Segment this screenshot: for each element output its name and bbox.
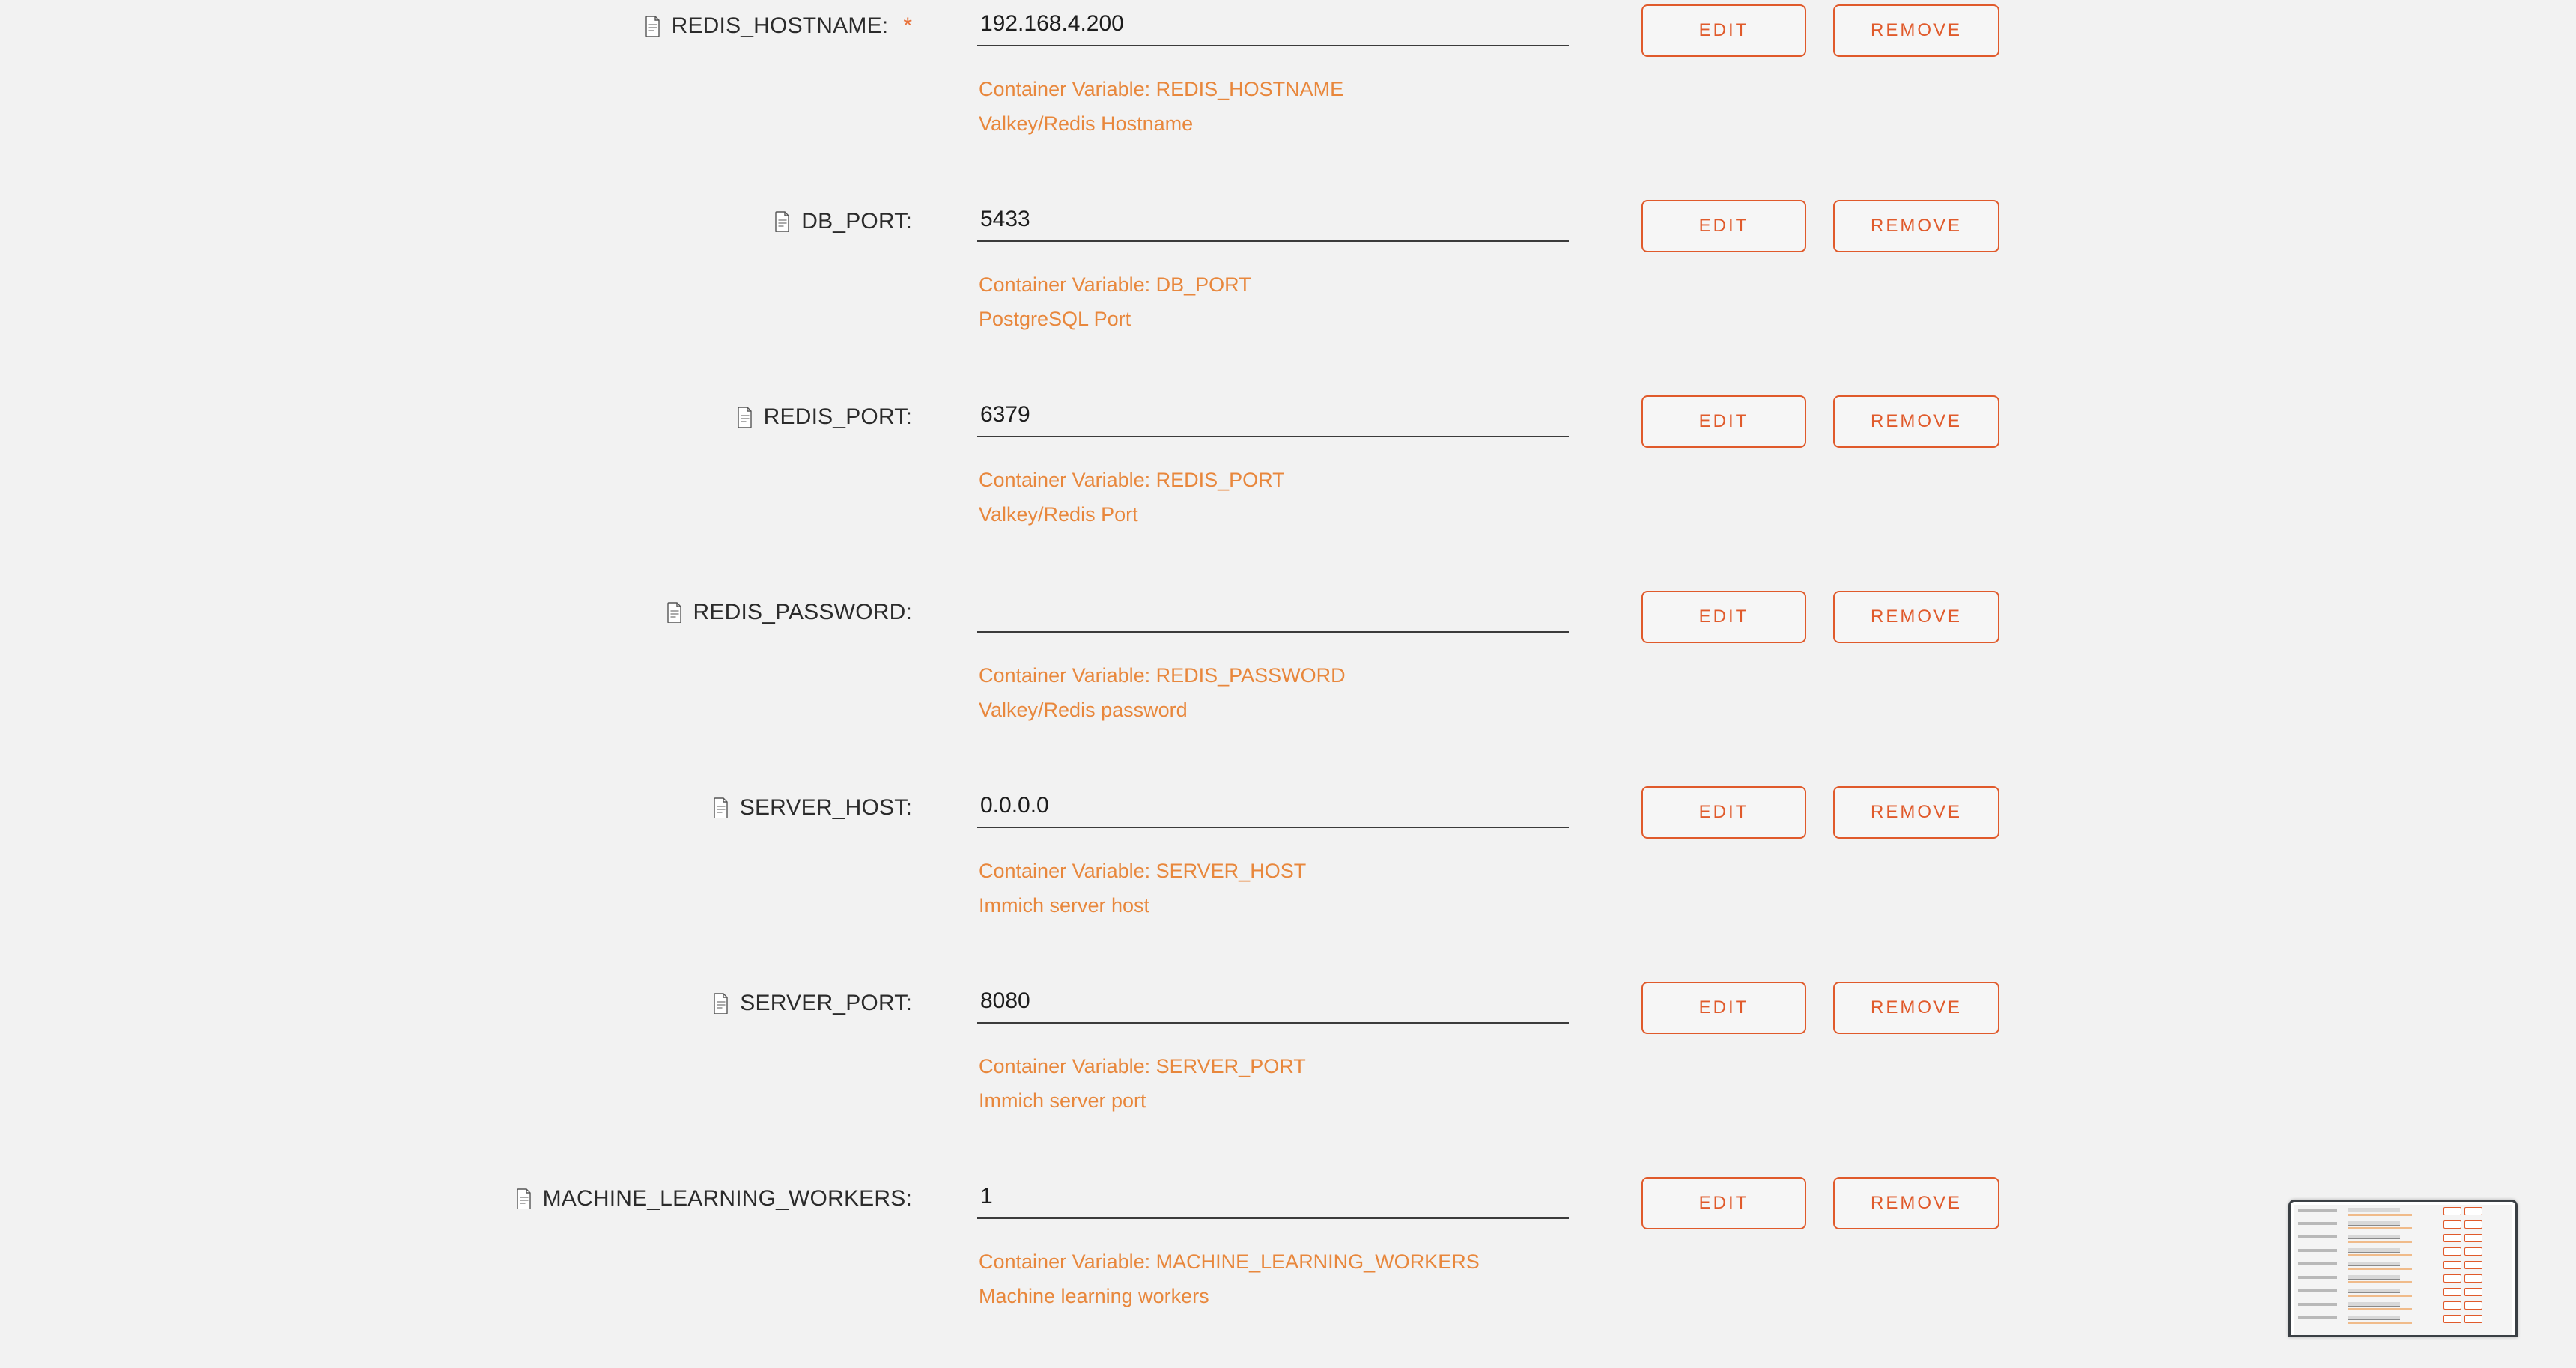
document-icon: [774, 211, 791, 232]
edit-button[interactable]: EDIT: [1641, 4, 1806, 57]
variable-hint-name: Container Variable: MACHINE_LEARNING_WORKERS: [979, 1250, 1480, 1273]
variable-hint-name: Container Variable: REDIS_PORT: [979, 469, 1285, 491]
variable-actions: [1641, 1177, 1999, 1229]
variable-label: SERVER_PORT:: [740, 991, 912, 1015]
variable-label: DB_PORT:: [801, 209, 912, 234]
variable-hint: [977, 463, 1569, 532]
variable-hint: [977, 854, 1569, 922]
variable-actions: [1641, 591, 1999, 643]
variable-label: REDIS_PORT:: [763, 404, 912, 429]
variable-label: REDIS_HOSTNAME:: [671, 13, 889, 38]
variable-row: [0, 586, 2479, 782]
variable-hint: [977, 1049, 1569, 1118]
variable-hint: [977, 267, 1569, 336]
document-icon: [737, 407, 753, 428]
variable-hint-name: Container Variable: DB_PORT: [979, 273, 1251, 296]
right-empty-panel: [2479, 0, 2576, 1327]
variable-row: [0, 977, 2479, 1173]
preview-thumbnail[interactable]: [2288, 1200, 2518, 1337]
variable-hint-description: Immich server host: [979, 894, 1150, 916]
remove-button[interactable]: REMOVE: [1833, 591, 1999, 643]
variable-hint-description: Valkey/Redis Hostname: [979, 112, 1194, 135]
edit-button[interactable]: EDIT: [1641, 395, 1806, 448]
variable-value-input[interactable]: [977, 594, 1569, 633]
variable-hint-name: Container Variable: SERVER_HOST: [979, 860, 1307, 882]
variable-label: SERVER_HOST:: [739, 795, 912, 820]
document-icon: [713, 993, 729, 1014]
variable-value-cell: [977, 594, 1569, 727]
variable-hint-description: Immich server port: [979, 1089, 1146, 1112]
variable-actions: [1641, 200, 1999, 252]
variable-value-input[interactable]: [977, 203, 1569, 242]
variable-value-input[interactable]: [977, 1180, 1569, 1219]
variable-value-cell: [977, 985, 1569, 1118]
variable-actions: [1641, 4, 1999, 57]
variable-row: [0, 391, 2479, 586]
variable-label-cell: [0, 209, 929, 234]
variable-actions: [1641, 786, 1999, 839]
document-icon: [666, 602, 683, 623]
variable-row: [0, 0, 2479, 195]
variable-row: [0, 782, 2479, 977]
remove-button[interactable]: REMOVE: [1833, 982, 1999, 1034]
variable-actions: [1641, 982, 1999, 1034]
variable-value-input[interactable]: [977, 7, 1569, 46]
variable-value-cell: [977, 1180, 1569, 1313]
variable-label: MACHINE_LEARNING_WORKERS:: [542, 1186, 912, 1211]
document-icon: [645, 16, 661, 37]
remove-button[interactable]: REMOVE: [1833, 1177, 1999, 1229]
variable-hint-description: Valkey/Redis Port: [979, 503, 1138, 526]
document-icon: [713, 797, 729, 818]
variable-label-cell: [0, 1186, 929, 1212]
edit-button[interactable]: EDIT: [1641, 200, 1806, 252]
remove-button[interactable]: REMOVE: [1833, 786, 1999, 839]
document-icon: [516, 1188, 532, 1209]
variable-row: [0, 1173, 2479, 1368]
variable-label-cell: [0, 600, 929, 625]
variable-label-cell: [0, 404, 929, 430]
variable-label-cell: [0, 795, 929, 821]
required-marker: *: [903, 13, 912, 38]
variable-hint-name: Container Variable: REDIS_PASSWORD: [979, 664, 1346, 687]
variable-hint-name: Container Variable: SERVER_PORT: [979, 1055, 1306, 1077]
variable-hint-description: Valkey/Redis password: [979, 699, 1188, 721]
variable-hint-description: PostgreSQL Port: [979, 308, 1131, 330]
remove-button[interactable]: REMOVE: [1833, 200, 1999, 252]
variable-value-cell: [977, 203, 1569, 336]
variable-value-input[interactable]: [977, 985, 1569, 1024]
variable-hint-name: Container Variable: REDIS_HOSTNAME: [979, 78, 1344, 100]
variable-value-cell: [977, 398, 1569, 532]
variable-hint: [977, 72, 1569, 141]
variable-label: REDIS_PASSWORD:: [693, 600, 912, 624]
edit-button[interactable]: EDIT: [1641, 786, 1806, 839]
variable-hint-description: Machine learning workers: [979, 1285, 1209, 1307]
edit-button[interactable]: EDIT: [1641, 982, 1806, 1034]
variable-label-cell: [0, 13, 929, 39]
edit-button[interactable]: EDIT: [1641, 1177, 1806, 1229]
edit-button[interactable]: EDIT: [1641, 591, 1806, 643]
variable-value-cell: [977, 789, 1569, 922]
variable-row: [0, 195, 2479, 391]
variable-hint: [977, 1244, 1569, 1313]
variable-value-input[interactable]: [977, 398, 1569, 437]
remove-button[interactable]: REMOVE: [1833, 395, 1999, 448]
variable-label-cell: [0, 991, 929, 1016]
variable-hint: [977, 658, 1569, 727]
preview-thumbnail-content: [2294, 1205, 2512, 1335]
variable-actions: [1641, 395, 1999, 448]
remove-button[interactable]: REMOVE: [1833, 4, 1999, 57]
variable-value-input[interactable]: [977, 789, 1569, 828]
variable-value-cell: [977, 7, 1569, 141]
